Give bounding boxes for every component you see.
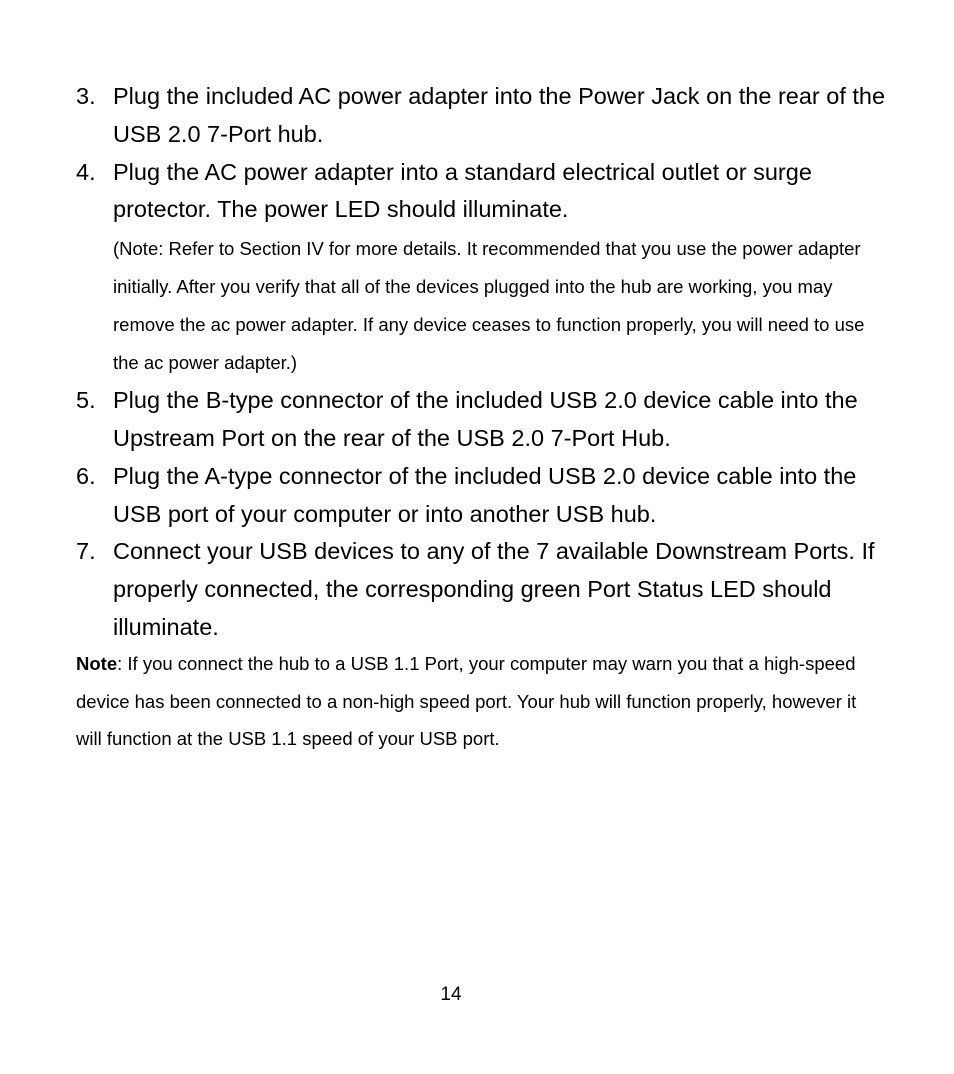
step-text: Plug the AC power adapter into a standard electrical outlet or surge protector. The power LED should illuminate. xyxy=(113,158,812,223)
step-note: (Note: Refer to Section IV for more details. It recommended that you use the power adapter initially. After you verify that all of the devices plugged into the hub are working, you may remove the ac power adapter. If any device ceases to function properly, you will need to use the ac power adapter.) xyxy=(113,238,865,374)
step-number: 3. xyxy=(76,83,96,109)
step-item-5 xyxy=(76,382,886,458)
step-number: 7. xyxy=(76,538,96,565)
step-text: Connect your USB devices to any of the 7 available Downstream Ports. If properly connected, the corresponding green Port Status LED should illuminate. xyxy=(113,538,875,640)
note-label: Note xyxy=(76,653,118,674)
step-text: Plug the B-type connector of the included USB 2.0 device cable into the Upstream Port on the rear of the USB 2.0 7-Port Hub. xyxy=(113,387,858,451)
usb-speed-note xyxy=(76,645,876,758)
step-item-3 xyxy=(76,78,886,154)
step-number: 4. xyxy=(76,158,96,185)
step-item-6 xyxy=(76,458,886,534)
instruction-steps-list xyxy=(76,78,886,647)
step-number: 6. xyxy=(76,462,96,489)
step-text: Plug the included AC power adapter into the Power Jack on the rear of the USB 2.0 7-Port hub. xyxy=(113,83,886,147)
note-text: : If you connect the hub to a USB 1.1 Port, your computer may warn you that a high-speed device has been connected to a non-high speed port. Your hub will function properly, however it will function at the USB 1.1 speed of your USB port. xyxy=(76,653,857,750)
step-item-4 xyxy=(76,154,886,383)
step-text: Plug the A-type connector of the included USB 2.0 device cable into the USB port of your computer or into another USB hub. xyxy=(113,462,857,527)
page-number: 14 xyxy=(440,984,462,1005)
step-item-7 xyxy=(76,533,886,646)
step-number: 5. xyxy=(76,387,96,414)
